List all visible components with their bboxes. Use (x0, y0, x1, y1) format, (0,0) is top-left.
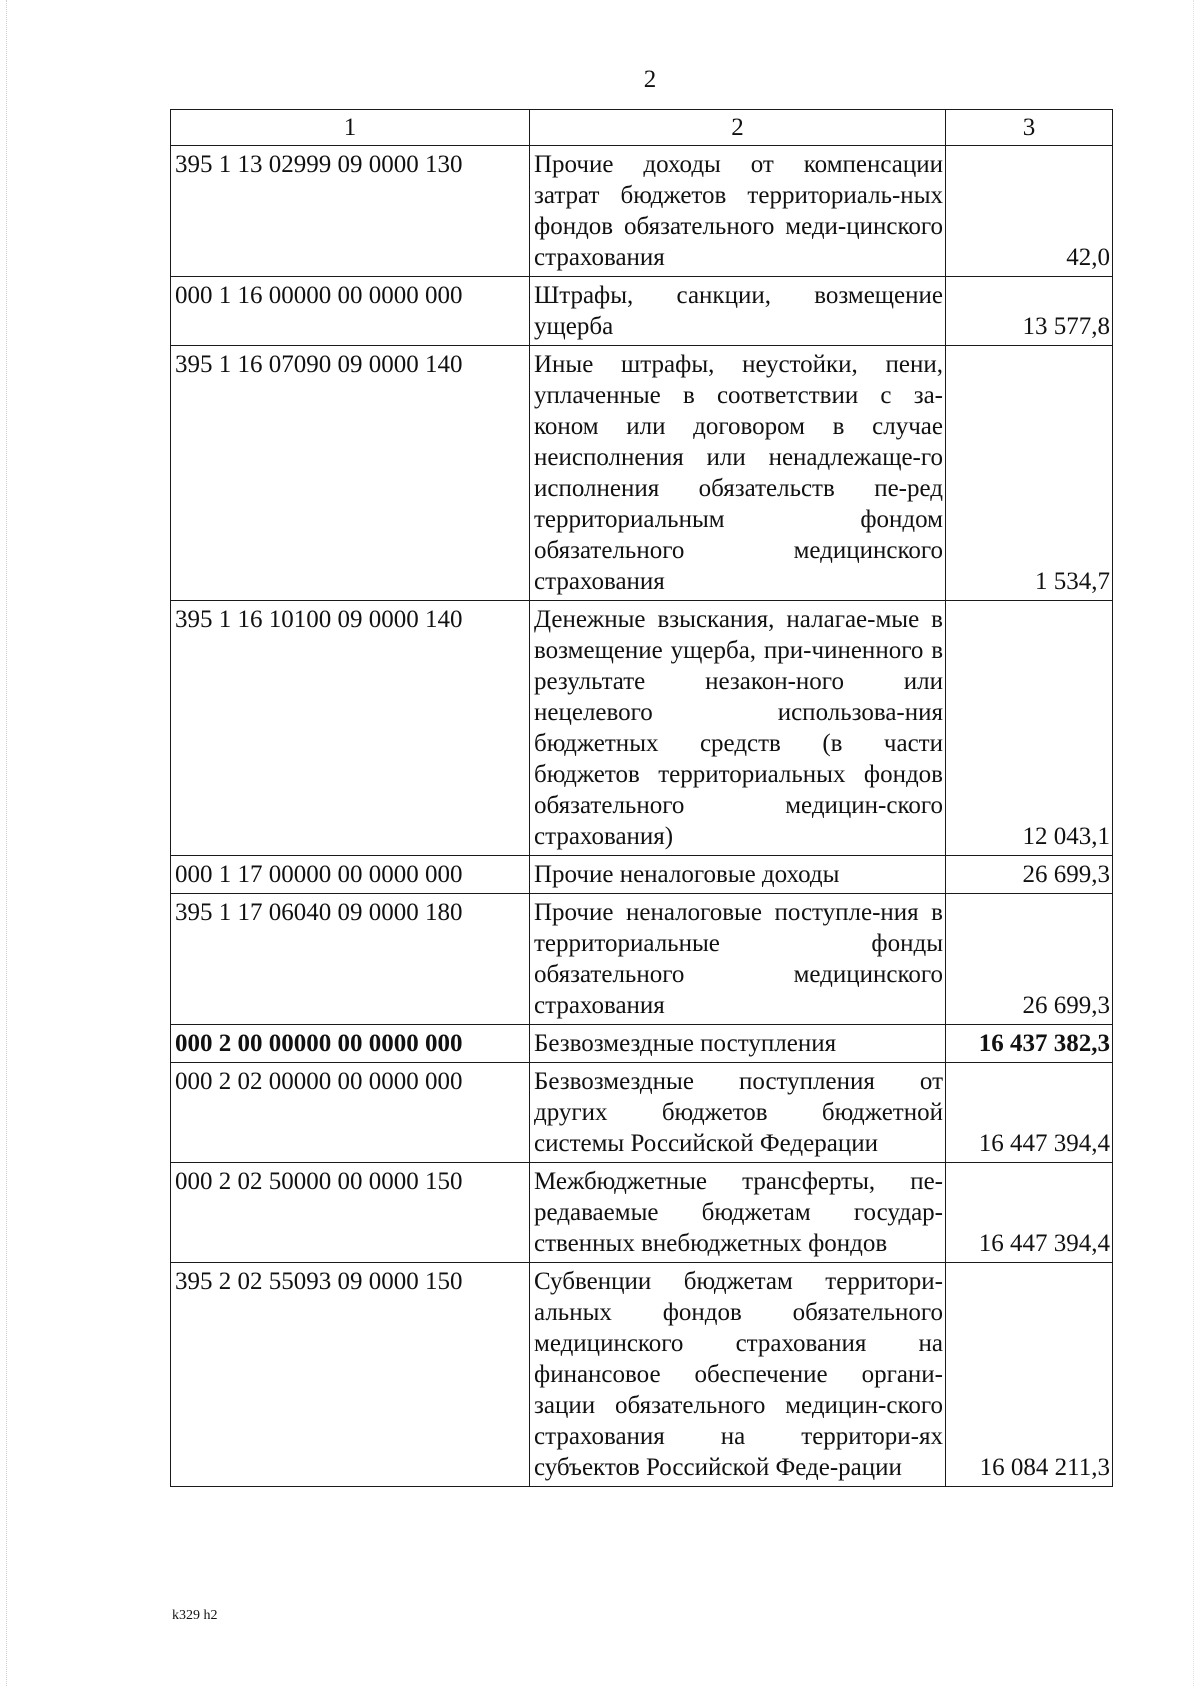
description-cell: Безвозмездные поступления (530, 1025, 946, 1063)
table-row (171, 146, 1113, 277)
footer-document-mark: k329 h2 (172, 1608, 218, 1623)
description-cell: Прочие неналоговые поступле-ния в территориальные фонды обязательного медицинского страхования (530, 894, 946, 1025)
table-row (171, 1163, 1113, 1263)
table-row-total (171, 1025, 1113, 1063)
budget-code-cell: 395 1 16 07090 09 0000 140 (171, 346, 530, 601)
budget-code-cell: 395 1 17 06040 09 0000 180 (171, 894, 530, 1025)
budget-code-cell: 395 2 02 55093 09 0000 150 (171, 1263, 530, 1487)
budget-code-cell: 000 1 16 00000 00 0000 000 (171, 277, 530, 346)
description-cell: Межбюджетные трансферты, пе-редаваемые бюджетам государ-ственных внебюджетных фондов (530, 1163, 946, 1263)
description-cell: Прочие доходы от компенсации затрат бюджетов территориаль-ных фондов обязательного меди-цинского страхования (530, 146, 946, 277)
amount-cell: 16 447 394,4 (946, 1063, 1113, 1163)
table-row (171, 894, 1113, 1025)
amount-cell: 16 447 394,4 (946, 1163, 1113, 1263)
amount-cell: 26 699,3 (946, 894, 1113, 1025)
column-header-1: 1 (171, 110, 530, 146)
budget-code-cell: 395 1 16 10100 09 0000 140 (171, 601, 530, 856)
table-row (171, 346, 1113, 601)
table-header-row (171, 110, 1113, 146)
amount-cell: 1 534,7 (946, 346, 1113, 601)
description-cell: Субвенции бюджетам территори-альных фондов обязательного медицинского страхования на финансовое обеспечение органи-зации обязательного медицин-ского страхования на территори-ях субъектов Российской Феде-рации (530, 1263, 946, 1487)
description-cell: Прочие неналоговые доходы (530, 856, 946, 894)
table-row (171, 1063, 1113, 1163)
description-cell: Безвозмездные поступления от других бюджетов бюджетной системы Российской Федерации (530, 1063, 946, 1163)
budget-code-cell: 000 1 17 00000 00 0000 000 (171, 856, 530, 894)
scan-edge-right (1193, 0, 1196, 1686)
table-row (171, 1263, 1113, 1487)
table-row (171, 277, 1113, 346)
amount-cell: 26 699,3 (946, 856, 1113, 894)
page-number: 2 (643, 66, 657, 93)
scan-edge-left (6, 0, 9, 1686)
budget-revenue-table (170, 109, 1113, 1487)
description-cell: Штрафы, санкции, возмещение ущерба (530, 277, 946, 346)
column-header-3: 3 (946, 110, 1113, 146)
amount-cell: 12 043,1 (946, 601, 1113, 856)
table-row (171, 601, 1113, 856)
budget-code-cell: 000 2 02 00000 00 0000 000 (171, 1063, 530, 1163)
budget-code-cell: 395 1 13 02999 09 0000 130 (171, 146, 530, 277)
amount-cell: 16 437 382,3 (946, 1025, 1113, 1063)
column-header-2: 2 (530, 110, 946, 146)
budget-code-cell: 000 2 00 00000 00 0000 000 (171, 1025, 530, 1063)
description-cell: Иные штрафы, неустойки, пени, уплаченные в соответствии с за-коном или договором в случае неисполнения или ненадлежаще-го исполнения обязательств пе-ред территориальным фондом обязательного медицинского страхования (530, 346, 946, 601)
budget-code-cell: 000 2 02 50000 00 0000 150 (171, 1163, 530, 1263)
table-row (171, 856, 1113, 894)
description-cell: Денежные взыскания, налагае-мые в возмещение ущерба, при-чиненного в результате незакон-ного или нецелевого использова-ния бюджетных средств (в части бюджетов территориальных фондов обязательного медицин-ского страхования) (530, 601, 946, 856)
amount-cell: 16 084 211,3 (946, 1263, 1113, 1487)
amount-cell: 42,0 (946, 146, 1113, 277)
amount-cell: 13 577,8 (946, 277, 1113, 346)
